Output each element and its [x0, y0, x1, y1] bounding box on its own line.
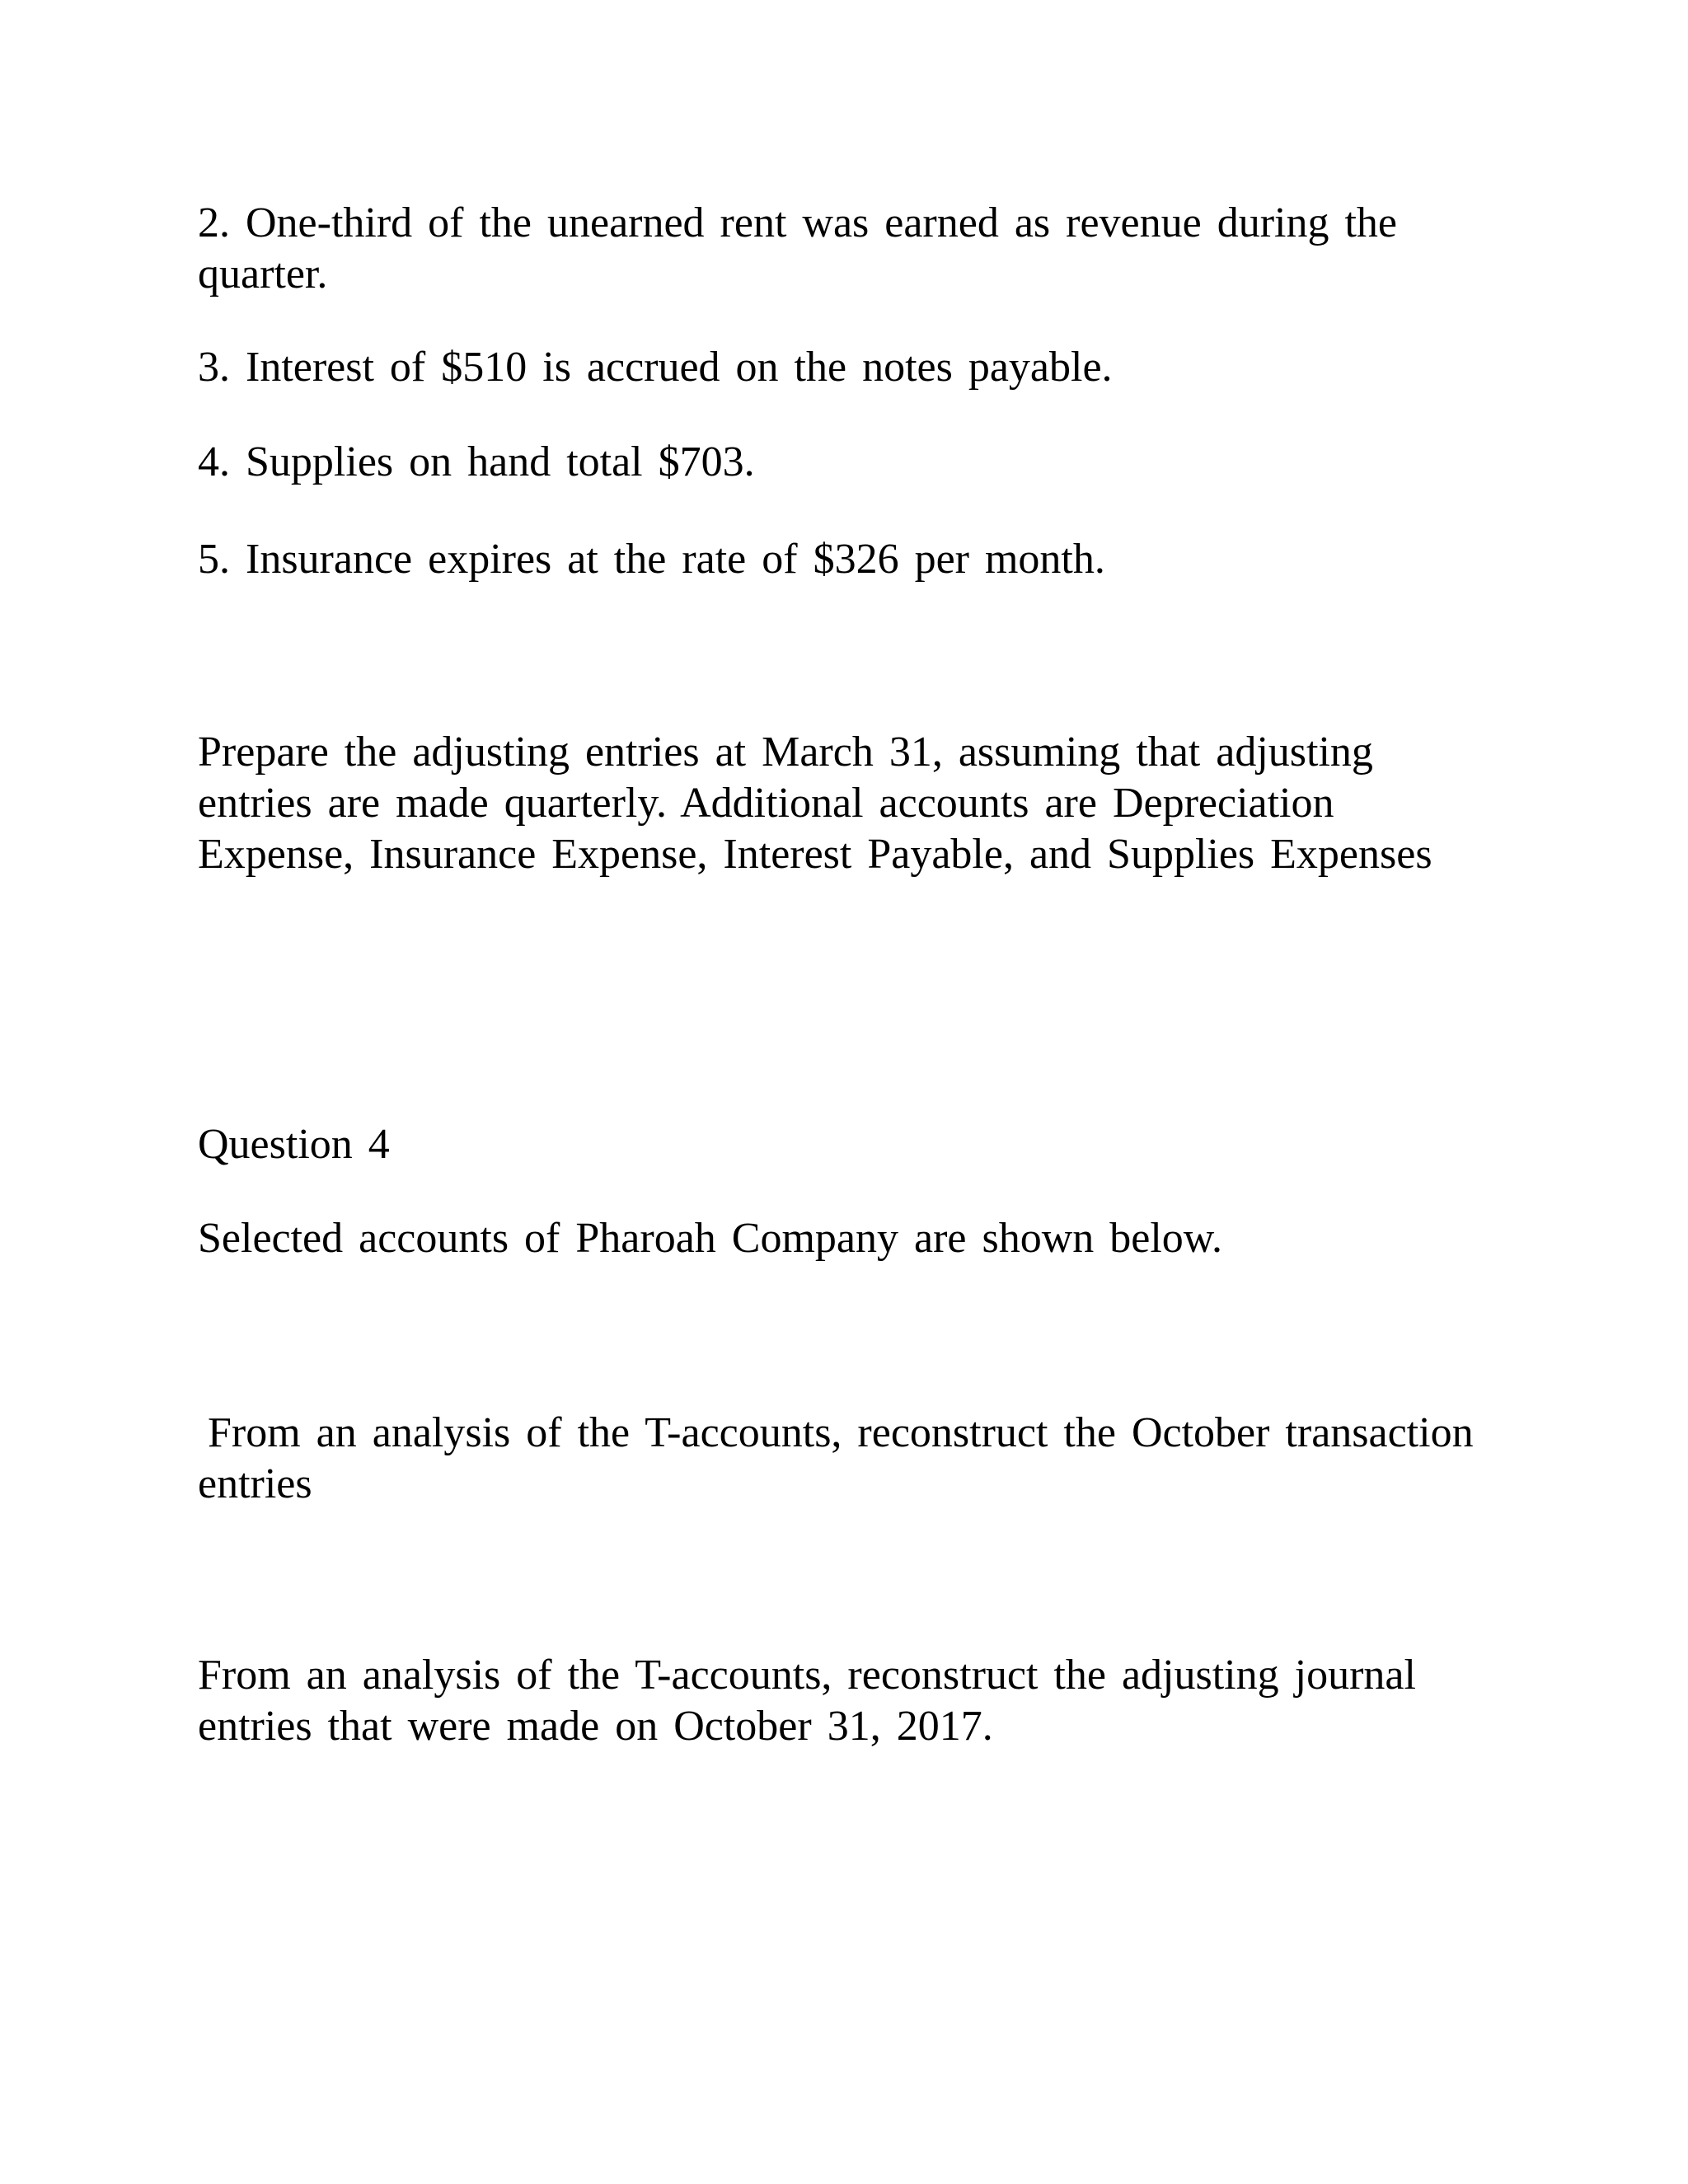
- adjustment-item-4: [198, 437, 1500, 488]
- adjustment-item-4-line-1: 4. Supplies on hand total $703.: [198, 438, 755, 485]
- adjustment-item-2-line-1: 2. One-third of the unearned rent was earned as revenue during the: [198, 199, 1397, 246]
- instruction-line-3: Expense, Insurance Expense, Interest Payable, and Supplies Expenses: [198, 831, 1432, 878]
- adjustment-item-2-line-2: quarter.: [198, 251, 328, 298]
- task-1-line-1: From an analysis of the T-accounts, reconstruct the October transaction: [208, 1409, 1474, 1456]
- adjustment-item-3-line-1: 3. Interest of $510 is accrued on the notes payable.: [198, 344, 1113, 391]
- task-2-line-1: From an analysis of the T-accounts, reconstruct the adjusting journal: [198, 1652, 1416, 1699]
- instruction-paragraph: [198, 727, 1500, 880]
- task-adjusting-entries: [198, 1650, 1500, 1752]
- question-intro-text: Selected accounts of Pharoah Company are shown below.: [198, 1215, 1222, 1262]
- instruction-line-1: Prepare the adjusting entries at March 31, assuming that adjusting: [198, 729, 1373, 776]
- adjustment-item-2: [198, 198, 1500, 300]
- question-heading: [198, 1119, 1500, 1170]
- instruction-line-2: entries are made quarterly. Additional accounts are Depreciation: [198, 780, 1334, 827]
- task-transaction-entries: [198, 1408, 1500, 1510]
- adjustment-item-5: [198, 534, 1500, 585]
- task-2-line-2: entries that were made on October 31, 2017.: [198, 1703, 993, 1750]
- question-heading-text: Question 4: [198, 1121, 390, 1168]
- task-1-line-2: entries: [198, 1460, 312, 1507]
- question-intro: [198, 1213, 1500, 1264]
- adjustment-item-5-line-1: 5. Insurance expires at the rate of $326 per month.: [198, 536, 1105, 583]
- adjustment-item-3: [198, 342, 1500, 393]
